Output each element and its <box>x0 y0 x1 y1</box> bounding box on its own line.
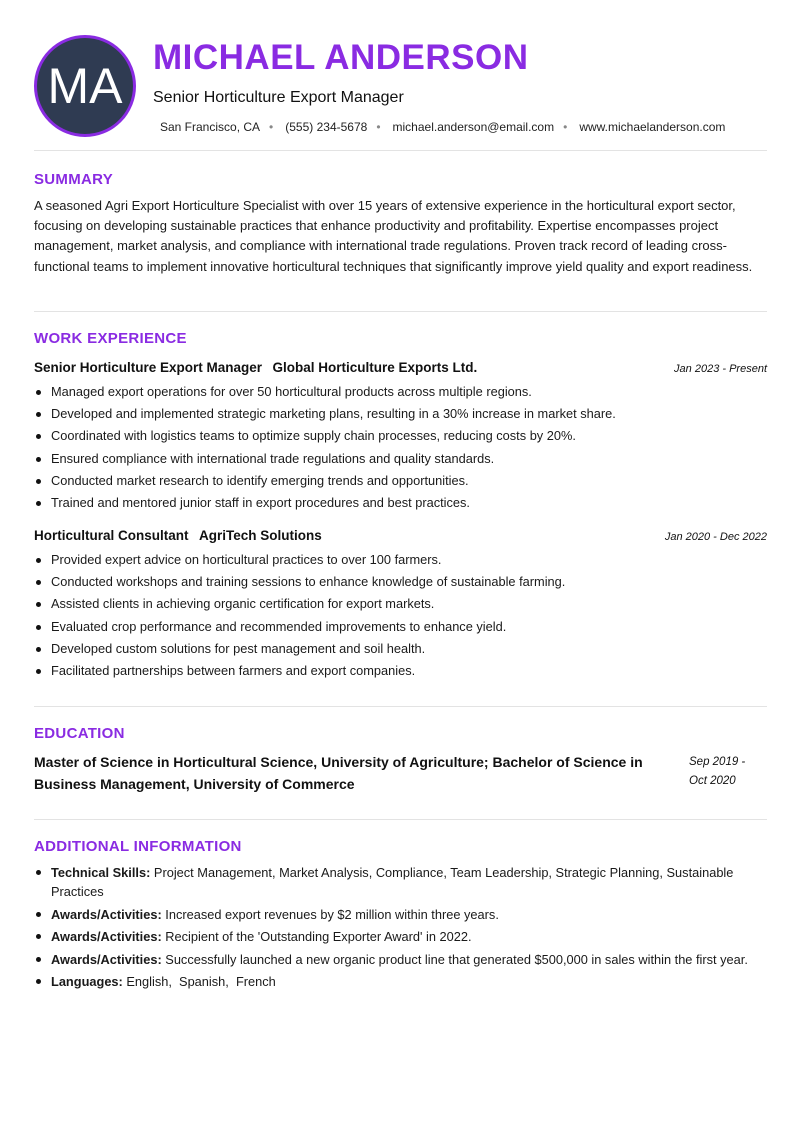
list-item: Managed export operations for over 50 horticultural products across multiple regions. <box>34 381 767 403</box>
item-text: Project Management, Market Analysis, Compliance, Team Leadership, Strategic Planning, Sustainable Practices <box>51 865 734 899</box>
education-dates-start: Sep 2019 - <box>689 756 746 768</box>
job-header <box>34 359 767 377</box>
separator-dot: • <box>269 120 274 134</box>
list-item <box>34 950 767 969</box>
experience-heading: WORK EXPERIENCE <box>34 330 187 347</box>
list-item: Evaluated crop performance and recommended improvements to enhance yield. <box>34 616 767 638</box>
divider <box>34 150 767 151</box>
job-bullets <box>34 549 767 682</box>
education-dates <box>689 753 769 790</box>
job-company: Global Horticulture Exports Ltd. <box>272 360 478 375</box>
education-degree: Master of Science in Horticultural Science, University of Agriculture; Bachelor of Science in Business Management, University of Commerce <box>34 754 643 792</box>
contact-email[interactable]: michael.anderson@email.com <box>392 120 555 134</box>
job-role: Horticultural Consultant <box>34 528 189 543</box>
summary-text: A seasoned Agri Export Horticulture Specialist with over 15 years of extensive experience in the horticultural export sector, focusing on developing sustainable practices that enhance productivity and profitability. Expertise encompasses project management, market analysis, and compliance with international trade regulations. Proven track record of leading cross-functional teams to implement innovative horticultural techniques that significantly improve yield quality and export readiness. <box>34 198 753 274</box>
list-item <box>34 927 767 946</box>
candidate-headline: Senior Horticulture Export Manager <box>153 89 404 106</box>
item-label: Awards/Activities: <box>51 951 162 967</box>
divider <box>34 819 767 820</box>
list-item: Ensured compliance with international trade regulations and quality standards. <box>34 448 767 470</box>
contact-location: San Francisco, CA <box>160 120 261 134</box>
contact-phone: (555) 234-5678 <box>285 120 368 134</box>
list-item <box>34 863 767 901</box>
item-label: Awards/Activities: <box>51 906 162 922</box>
avatar-initials: MA <box>34 35 136 137</box>
list-item: Provided expert advice on horticultural practices to over 100 farmers. <box>34 549 767 571</box>
job-bullets <box>34 381 767 514</box>
divider <box>34 706 767 707</box>
summary-heading: SUMMARY <box>34 171 114 188</box>
job-role: Senior Horticulture Export Manager <box>34 360 263 375</box>
list-item: Assisted clients in achieving organic certification for export markets. <box>34 593 767 615</box>
item-text: Increased export revenues by $2 million within three years. <box>165 906 499 922</box>
list-item: Coordinated with logistics teams to optimize supply chain processes, reducing costs by 20%. <box>34 425 767 447</box>
divider <box>34 311 767 312</box>
additional-heading: ADDITIONAL INFORMATION <box>34 838 242 855</box>
list-item: Trained and mentored junior staff in export procedures and best practices. <box>34 492 767 514</box>
job-company: AgriTech Solutions <box>198 528 322 543</box>
separator-dot: • <box>563 120 568 134</box>
list-item: Conducted workshops and training sessions to enhance knowledge of sustainable farming. <box>34 571 767 593</box>
list-item <box>34 972 767 991</box>
additional-list <box>34 863 767 995</box>
job-dates: Jan 2023 - Present <box>674 363 767 375</box>
education-heading: EDUCATION <box>34 725 125 742</box>
job-header <box>34 527 767 545</box>
contact-row <box>160 120 725 134</box>
list-item: Developed and implemented strategic marketing plans, resulting in a 30% increase in market share. <box>34 403 767 425</box>
list-item <box>34 905 767 924</box>
contact-website[interactable]: www.michaelanderson.com <box>579 120 726 134</box>
item-text: Recipient of the 'Outstanding Exporter Award' in 2022. <box>165 929 472 944</box>
item-text: English, Spanish, French <box>126 974 276 989</box>
item-label: Languages: <box>51 974 123 989</box>
job-dates: Jan 2020 - Dec 2022 <box>664 531 767 543</box>
list-item: Conducted market research to identify emerging trends and opportunities. <box>34 470 767 492</box>
item-label: Awards/Activities: <box>51 929 162 944</box>
separator-dot: • <box>376 120 381 134</box>
list-item: Developed custom solutions for pest management and soil health. <box>34 638 767 660</box>
item-label: Technical Skills: <box>51 865 151 880</box>
candidate-name: MICHAEL ANDERSON <box>153 38 529 77</box>
item-text: Successfully launched a new organic product line that generated $500,000 in sales within the first year. <box>165 951 748 967</box>
education-dates-end: Oct 2020 <box>689 774 736 787</box>
list-item: Facilitated partnerships between farmers and export companies. <box>34 660 767 682</box>
